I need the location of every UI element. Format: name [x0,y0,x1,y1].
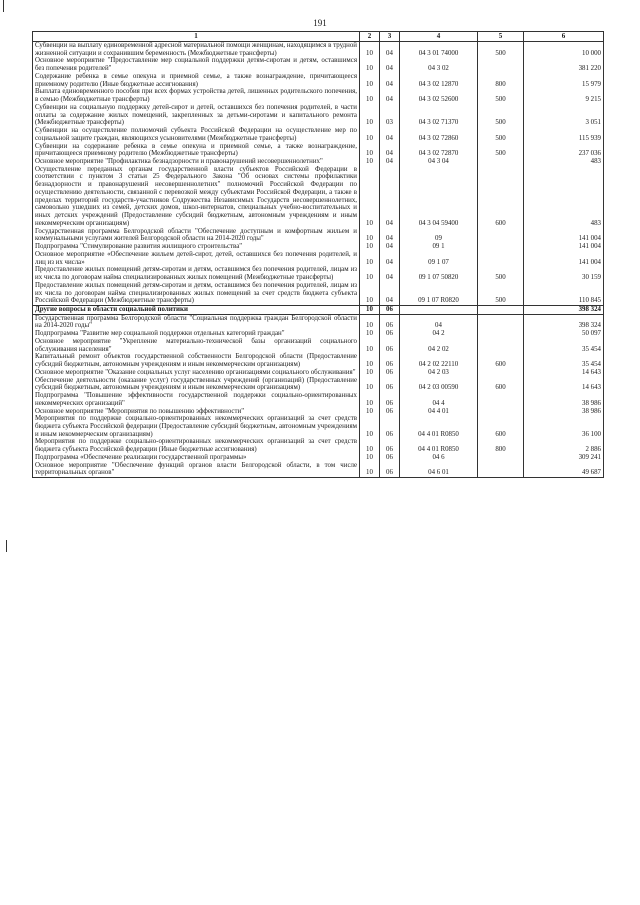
table-row [33,462,604,478]
table-row [33,392,604,407]
section-code: 10 [360,415,380,438]
target-article-code: 04 3 04 [400,158,478,166]
table-row [33,57,604,72]
amount-value: 141 004 [524,243,604,251]
target-article-code: 04 2 02 [400,338,478,353]
table-row [33,143,604,158]
subsection-code: 06 [380,454,400,462]
amount-value: 115 939 [524,127,604,142]
subsection-code: 04 [380,57,400,72]
table-row [33,369,604,377]
target-article-code: 04 2 02 22110 [400,353,478,368]
expense-type-code: 800 [478,438,524,453]
expense-type-code: 500 [478,266,524,281]
table-row [33,127,604,142]
subsection-code: 06 [380,438,400,453]
subsection-code: 04 [380,251,400,266]
amount-value: 141 004 [524,251,604,266]
expense-name: Капитальный ремонт объектов государственной собственности Белгородской области (Предоставление субсидий бюджетным, автономным учреждениям и иным некоммерческим организациям) [33,353,360,368]
section-code: 10 [360,158,380,166]
expense-name: Основное мероприятие "Мероприятия по повышению эффективности" [33,408,360,416]
subsection-code: 04 [380,266,400,281]
section-code: 10 [360,57,380,72]
table-row [33,353,604,368]
amount-value: 14 643 [524,377,604,392]
section-code: 10 [360,282,380,306]
table-row [33,73,604,88]
target-article-code: 04 4 [400,392,478,407]
amount-value: 483 [524,166,604,228]
table-row [33,104,604,127]
section-code: 10 [360,73,380,88]
amount-value: 110 845 [524,282,604,306]
amount-value: 141 004 [524,228,604,243]
amount-value: 15 979 [524,73,604,88]
table-row [33,228,604,243]
target-article-code: 04 3 02 52600 [400,88,478,103]
header-cell: 4 [400,32,478,42]
margin-mark [6,540,7,552]
expense-name: Основное мероприятие "Укрепление материально-технической базы организаций социального обслуживания населения" [33,338,360,353]
subsection-code: 04 [380,243,400,251]
table-row [33,251,604,266]
expense-name: Обеспечение деятельности (оказание услуг) государственных учреждений (организаций) (Предоставление субсидий бюджетным, автономным учреждениям и иным некоммерческим организациям) [33,377,360,392]
amount-value: 49 687 [524,462,604,478]
target-article-code: 04 3 04 59400 [400,166,478,228]
amount-value: 36 100 [524,415,604,438]
table-row [33,377,604,392]
expense-type-code: 500 [478,282,524,306]
expense-name: Основное мероприятие "Профилактика безнадзорности и правонарушений несовершеннолетних" [33,158,360,166]
target-article-code: 04 3 02 12870 [400,73,478,88]
table-row [33,314,604,330]
expense-name: Основное мероприятие «Обеспечение жильем детей-сирот, детей, оставшихся без попечения родителей, и лиц из их числа» [33,251,360,266]
subsection-code: 06 [380,369,400,377]
amount-value: 483 [524,158,604,166]
amount-value: 10 000 [524,42,604,58]
expense-type-code [478,228,524,243]
target-article-code: 04 6 [400,454,478,462]
subsection-code: 03 [380,104,400,127]
expense-type-code [478,243,524,251]
expense-name: Предоставление жилых помещений детям-сиротам и детям, оставшимся без попечения родителей, лицам из их числа по договорам найма специализированных жилых помещений за счет средств бюджета субъекта Российской Федерации (Межбюджетные трансферты) [33,282,360,306]
expense-type-code [478,330,524,338]
amount-value: 35 454 [524,338,604,353]
section-code: 10 [360,305,380,314]
table-row [33,243,604,251]
subsection-code: 04 [380,88,400,103]
section-code: 10 [360,42,380,58]
expense-type-code: 500 [478,42,524,58]
expense-name: Государственная программа Белгородской области "Обеспечение доступным и комфортным жильем и коммунальными услугами жителей Белгородской области на 2014-2020 годы" [33,228,360,243]
table-row [33,42,604,58]
amount-value: 35 454 [524,353,604,368]
expense-type-code [478,408,524,416]
expense-name: Мероприятия по поддержке социально-ориентированных некоммерческих организаций за счет средств бюджета субъекта Российской федерации (Предоставление субсидий бюджетным, автономным учреждениям и иным некоммерческим организациям) [33,415,360,438]
expense-name: Субвенции на осуществление полномочий субъекта Российской Федерации на осуществление мер по социальной защите граждан, являющихся усыновителями (Межбюджетные трансферты) [33,127,360,142]
expense-type-code: 600 [478,415,524,438]
header-cell: 2 [360,32,380,42]
table-row [33,454,604,462]
table-row [33,88,604,103]
expense-name: Подпрограмма "Развитие мер социальной поддержки отдельных категорий граждан" [33,330,360,338]
amount-value: 398 324 [524,314,604,330]
section-code: 10 [360,127,380,142]
target-article-code: 09 1 [400,243,478,251]
section-code: 10 [360,266,380,281]
header-cell: 1 [33,32,360,42]
section-code: 10 [360,438,380,453]
expense-type-code: 500 [478,88,524,103]
expense-type-code [478,454,524,462]
expense-name: Осуществление переданных органам государственной власти субъектов Российской Федерации в соответствии с пунктом 3 статьи 25 Федерального Закона "Об основах системы профилактики безнадзорности и правонарушений несовершеннолетних" полномочий Российской Федерации по осуществлению деятельности, связанной с перевозкой между субъектами Российской Федерации, а также в пределах территорий государств-участников Содружества Независимых Государств несовершеннолетних, самовольно ушедших из семей, детских домов, школ-интернатов, специальных учебно-воспитательных и иных детских учреждений (Предоставление субсидий бюджетным, автономным учреждениям и иным некоммерческим организациям) [33,166,360,228]
expense-type-code: 600 [478,377,524,392]
table-header-row [33,32,604,42]
expense-type-code [478,462,524,478]
subsection-code: 06 [380,408,400,416]
section-code: 10 [360,338,380,353]
amount-value: 9 215 [524,88,604,103]
expense-type-code [478,305,524,314]
target-article-code: 09 1 07 [400,251,478,266]
table-row [33,305,604,314]
target-article-code: 09 1 07 R0820 [400,282,478,306]
section-code: 10 [360,104,380,127]
table-row [33,158,604,166]
table-row [33,330,604,338]
amount-value: 38 986 [524,408,604,416]
section-code: 10 [360,228,380,243]
section-code: 10 [360,353,380,368]
section-code: 10 [360,166,380,228]
target-article-code: 04 3 02 71370 [400,104,478,127]
expense-name: Подпрограмма "Стимулирование развития жилищного строительства" [33,243,360,251]
expense-type-code: 500 [478,104,524,127]
table-row [33,338,604,353]
target-article-code: 04 3 02 [400,57,478,72]
subsection-code: 06 [380,305,400,314]
expense-type-code: 500 [478,127,524,142]
expense-type-code: 800 [478,73,524,88]
expense-type-code [478,392,524,407]
budget-table [32,31,604,478]
expense-name: Государственная программа Белгородской области "Социальная поддержка граждан Белгородской области на 2014-2020 годы" [33,314,360,330]
table-body [33,42,604,478]
expense-name: Содержание ребенка в семье опекуна и приемной семье, а также вознаграждение, причитающееся приемному родителю (Иные бюджетные ассигнования) [33,73,360,88]
amount-value: 398 324 [524,305,604,314]
section-code: 10 [360,143,380,158]
amount-value: 30 159 [524,266,604,281]
section-code: 10 [360,369,380,377]
subsection-code: 06 [380,415,400,438]
section-code: 10 [360,251,380,266]
amount-value: 3 051 [524,104,604,127]
table-row [33,282,604,306]
expense-name: Мероприятия по поддержке социально-ориентированных некоммерческих организаций за счет средств бюджета субъекта Российской федерации (Иные бюджетные ассигнования) [33,438,360,453]
subsection-code: 04 [380,158,400,166]
target-article-code: 04 2 03 00590 [400,377,478,392]
amount-value: 2 886 [524,438,604,453]
section-code: 10 [360,392,380,407]
table-row [33,408,604,416]
subsection-code: 06 [380,353,400,368]
table-row [33,415,604,438]
expense-type-code: 500 [478,143,524,158]
amount-value: 14 643 [524,369,604,377]
section-code: 10 [360,408,380,416]
subsection-code: 04 [380,228,400,243]
expense-name: Основное мероприятие "Оказание социальных услуг населению организациями социального обслуживания" [33,369,360,377]
target-article-code: 04 3 02 72860 [400,127,478,142]
expense-name: Выплата единовременного пособия при всех формах устройства детей, лишенных родительского попечения, в семью (Межбюджетные трансферты) [33,88,360,103]
subsection-code: 04 [380,166,400,228]
subsection-code: 04 [380,73,400,88]
subsection-code: 06 [380,330,400,338]
expense-type-code [478,158,524,166]
amount-value: 50 097 [524,330,604,338]
table-row [33,266,604,281]
expense-type-code [478,369,524,377]
expense-type-code: 600 [478,166,524,228]
expense-name: Другие вопросы в области социальной политики [33,305,360,314]
section-code: 10 [360,377,380,392]
expense-type-code [478,251,524,266]
expense-type-code [478,314,524,330]
section-code: 10 [360,454,380,462]
expense-name: Подпрограмма "Повышение эффективности государственной поддержки социально-ориентированных некоммерческих организаций" [33,392,360,407]
section-code: 10 [360,88,380,103]
subsection-code: 04 [380,127,400,142]
page-number: 191 [313,18,327,28]
expense-name: Основное мероприятие "Обеспечение функций органов власти Белгородской области, в том числе территориальных органов" [33,462,360,478]
subsection-code: 06 [380,338,400,353]
table-row [33,166,604,228]
target-article-code [400,305,478,314]
target-article-code: 04 4 01 R0850 [400,438,478,453]
subsection-code: 06 [380,462,400,478]
header-cell: 3 [380,32,400,42]
target-article-code: 04 6 01 [400,462,478,478]
target-article-code: 04 3 01 74000 [400,42,478,58]
target-article-code: 04 2 03 [400,369,478,377]
section-code: 10 [360,243,380,251]
expense-name: Подпрограмма «Обеспечение реализации государственной программы» [33,454,360,462]
target-article-code: 04 4 01 R0850 [400,415,478,438]
subsection-code: 04 [380,42,400,58]
amount-value: 381 220 [524,57,604,72]
subsection-code: 04 [380,282,400,306]
amount-value: 38 986 [524,392,604,407]
subsection-code: 06 [380,392,400,407]
target-article-code: 04 4 01 [400,408,478,416]
expense-name: Субвенции на содержание ребенка в семье опекуна и приемной семье, а также вознаграждение, причитающееся приемному родителю (Межбюджетные трансферты) [33,143,360,158]
subsection-code: 04 [380,143,400,158]
subsection-code: 06 [380,314,400,330]
target-article-code: 04 2 [400,330,478,338]
target-article-code: 09 1 07 50820 [400,266,478,281]
expense-type-code [478,338,524,353]
table-row [33,438,604,453]
section-code: 10 [360,330,380,338]
target-article-code: 04 [400,314,478,330]
target-article-code: 09 [400,228,478,243]
target-article-code: 04 3 02 72870 [400,143,478,158]
expense-name: Субвенции на социальную поддержку детей-сирот и детей, оставшихся без попечения родителей, в части оплаты за содержание жилых помещений, закрепленных за детьми-сиротами и капитального ремонта (Межбюджетные трансферты) [33,104,360,127]
section-code: 10 [360,314,380,330]
expense-name: Основное мероприятие "Предоставление мер социальной поддержки детям-сиротам и детям, оставшимся без попечения родителей" [33,57,360,72]
amount-value: 237 036 [524,143,604,158]
header-cell: 6 [524,32,604,42]
expense-name: Субвенции на выплату единовременной адресной материальной помощи женщинам, находящимся в трудной жизненной ситуации и сохранившим беременность (Межбюджетные трансферты) [33,42,360,58]
subsection-code: 06 [380,377,400,392]
section-code: 10 [360,462,380,478]
expense-type-code [478,57,524,72]
header-cell: 5 [478,32,524,42]
margin-mark [3,0,4,12]
expense-name: Предоставление жилых помещений детям-сиротам и детям, оставшимся без попечения родителей, лицам из их числа по договорам найма специализированных жилых помещений (Межбюджетные трансферты) [33,266,360,281]
expense-type-code: 600 [478,353,524,368]
amount-value: 309 241 [524,454,604,462]
